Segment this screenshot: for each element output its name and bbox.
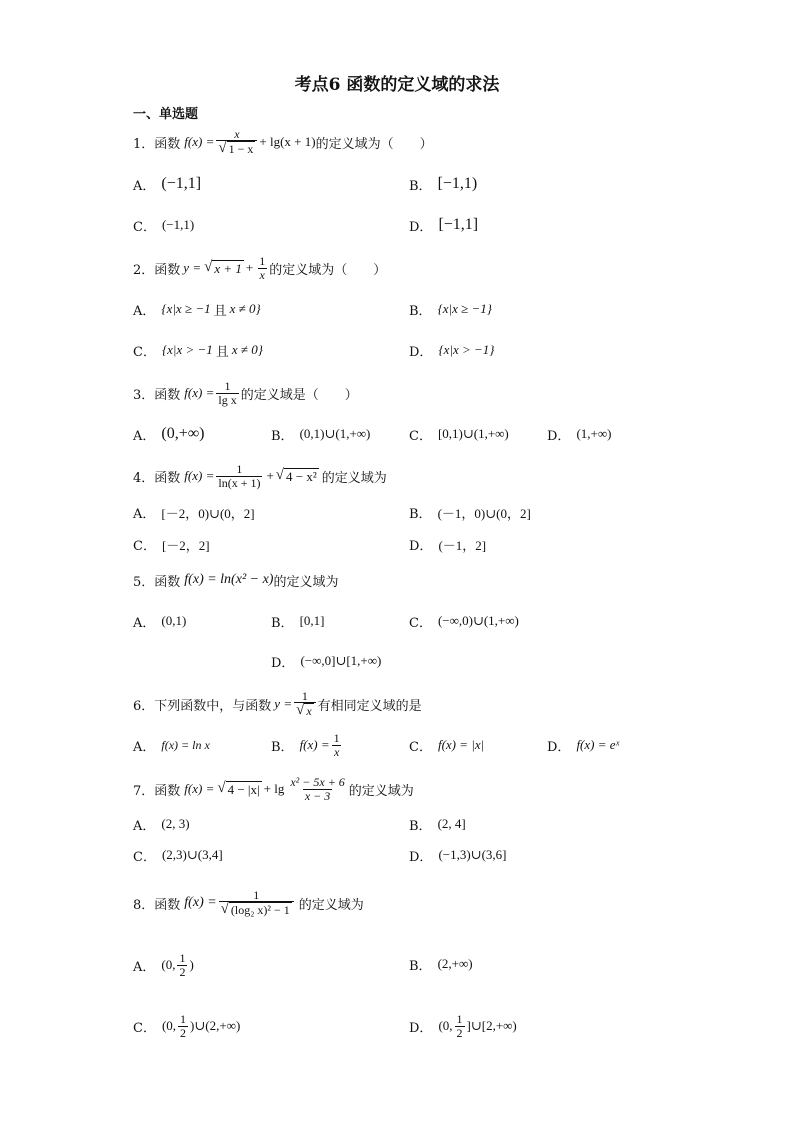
question-number: 2． xyxy=(133,262,155,278)
option-label: C． xyxy=(409,615,432,631)
fraction xyxy=(219,889,294,918)
fraction-numerator: x² − 5x + 6 xyxy=(290,774,345,789)
function-expr: f(x) = xyxy=(184,468,215,483)
option-value: x ≠ 0} xyxy=(231,342,263,357)
option-a[interactable] xyxy=(133,498,255,526)
square-root: √ x + 1 xyxy=(204,258,242,276)
option-label: A． xyxy=(133,303,156,319)
option-label: A． xyxy=(133,739,156,755)
option-label: B． xyxy=(409,958,432,974)
option-value: f(x) = xyxy=(299,737,330,752)
fraction xyxy=(216,463,262,489)
option-value: f(x) = |x| xyxy=(437,737,485,752)
option-value: x ≠ 0} xyxy=(229,301,261,316)
option-d[interactable] xyxy=(271,647,381,675)
option-value: (－1，0)∪(0，2] xyxy=(437,505,531,521)
option-c[interactable] xyxy=(133,841,223,869)
question-7 xyxy=(133,773,414,805)
fraction-numerator: 1 xyxy=(179,950,186,965)
option-value: )∪(2,+∞) xyxy=(190,1018,241,1033)
option-value: (−∞,0]∪[1,+∞) xyxy=(300,653,382,668)
option-label: C． xyxy=(133,849,156,865)
option-label: D． xyxy=(409,849,433,865)
function-expr: y = xyxy=(183,260,202,275)
option-value: [0,1] xyxy=(299,613,325,628)
question-text: 的定义域为 xyxy=(298,897,364,913)
question-text: 函数 xyxy=(154,136,181,152)
option-a[interactable] xyxy=(133,420,204,448)
question-text: 的定义域为（ ） xyxy=(315,136,433,152)
option-value: 且 xyxy=(215,344,229,360)
fraction-denominator: x − 3 xyxy=(304,788,331,803)
question-2 xyxy=(133,252,386,284)
function-expr: f(x) = xyxy=(184,895,217,910)
question-5 xyxy=(133,564,338,596)
option-label: D． xyxy=(409,538,433,554)
option-d[interactable] xyxy=(409,211,478,239)
option-label: A． xyxy=(133,428,156,444)
question-8 xyxy=(133,883,364,923)
question-text: 函数 xyxy=(154,262,181,278)
option-label: B． xyxy=(271,739,294,755)
fraction xyxy=(216,128,257,157)
option-c[interactable] xyxy=(133,1009,240,1043)
fraction-denominator: √ (log₂ x)² − 1 xyxy=(219,901,294,917)
option-d[interactable] xyxy=(409,1009,517,1043)
function-expr: y = xyxy=(274,696,293,711)
question-text: 有相同定义域的是 xyxy=(317,698,422,714)
option-label: B． xyxy=(271,615,294,631)
option-value: (2, 3) xyxy=(161,816,190,831)
option-value: [−1,1) xyxy=(437,175,478,192)
option-value: (0,1) xyxy=(161,613,187,628)
fraction xyxy=(178,1013,188,1039)
radicand: 4 − |x| xyxy=(227,781,260,797)
option-value: (2, 4] xyxy=(437,816,466,831)
option-b[interactable] xyxy=(409,498,531,526)
option-a[interactable] xyxy=(133,810,190,838)
fraction-numerator: 1 xyxy=(456,1011,463,1026)
option-value: (－1，2] xyxy=(438,537,487,553)
option-label: D． xyxy=(547,739,571,755)
option-value: (2,+∞) xyxy=(437,956,473,971)
question-text: 下列函数中，与函数 xyxy=(154,698,272,714)
option-value: {x|x > −1} xyxy=(438,342,495,357)
option-label: D． xyxy=(409,1020,433,1036)
option-label: D． xyxy=(547,428,571,444)
option-b[interactable] xyxy=(271,607,324,635)
option-label: C． xyxy=(133,1020,156,1036)
question-number: 6． xyxy=(133,698,155,714)
option-a[interactable] xyxy=(133,170,201,198)
question-text: 的定义域为 xyxy=(348,783,414,799)
radicand: (log₂ x)² − 1 xyxy=(230,903,290,918)
option-label: C． xyxy=(133,219,156,235)
fraction-denominator: lg x xyxy=(218,392,237,407)
option-d[interactable] xyxy=(547,731,619,759)
radicand: x xyxy=(306,704,312,719)
option-a[interactable] xyxy=(133,948,194,982)
option-value: (−∞,0)∪(1,+∞) xyxy=(437,613,519,628)
page-title: 考点6 函数的定义域的求法 xyxy=(294,75,500,95)
fraction-denominator: √ x xyxy=(294,702,316,718)
fraction-denominator: √ 1 − x xyxy=(216,140,257,156)
option-value: (2,3)∪(3,4] xyxy=(161,847,223,862)
question-number: 1． xyxy=(133,136,155,152)
option-label: D． xyxy=(409,219,433,235)
option-value: [−1,1] xyxy=(438,216,479,233)
option-value: (0, xyxy=(161,1018,177,1033)
question-number: 7． xyxy=(133,783,155,799)
question-text: 函数 xyxy=(154,574,181,590)
option-d[interactable] xyxy=(409,841,506,869)
question-text: 函数 xyxy=(154,783,181,799)
function-expr: f(x) = xyxy=(184,781,215,796)
option-b[interactable] xyxy=(271,420,370,448)
question-text: 的定义域是（ ） xyxy=(240,387,358,403)
option-value: (0,+∞) xyxy=(161,425,205,442)
question-6 xyxy=(133,688,422,720)
fraction-denominator: 2 xyxy=(456,1025,463,1040)
option-d[interactable] xyxy=(409,530,486,558)
option-label: C． xyxy=(409,739,432,755)
option-value: (0, xyxy=(161,957,176,972)
function-expr: + lg xyxy=(263,781,285,796)
option-label: C． xyxy=(409,428,432,444)
option-b[interactable] xyxy=(409,950,473,978)
option-label: A． xyxy=(133,178,156,194)
fraction-denominator: ln(x + 1) xyxy=(218,475,261,490)
option-label: A． xyxy=(133,818,156,834)
option-label: C． xyxy=(133,344,156,360)
option-label: B． xyxy=(409,178,432,194)
option-a[interactable] xyxy=(133,295,261,323)
option-b[interactable] xyxy=(409,170,477,198)
option-label: A． xyxy=(133,506,156,522)
option-value: [0,1)∪(1,+∞) xyxy=(437,426,509,441)
option-value: ]∪[2,+∞) xyxy=(466,1018,517,1033)
option-label: A． xyxy=(133,615,156,631)
option-label: D． xyxy=(409,344,433,360)
option-c[interactable] xyxy=(409,607,519,635)
fraction-numerator: 1 xyxy=(224,378,231,393)
question-text: 函数 xyxy=(154,897,181,913)
question-1 xyxy=(133,126,433,158)
question-text: 函数 xyxy=(154,470,181,486)
option-c[interactable] xyxy=(133,211,194,239)
option-label: B． xyxy=(409,303,432,319)
question-text: 的定义域为 xyxy=(321,470,387,486)
option-a[interactable] xyxy=(133,607,186,635)
question-number: 4． xyxy=(133,470,155,486)
fraction xyxy=(288,776,346,802)
fraction-denominator: 2 xyxy=(179,964,186,979)
section-heading: 一、单选题 xyxy=(133,107,199,122)
option-c[interactable] xyxy=(133,336,263,364)
fraction xyxy=(257,255,267,281)
fraction-numerator: 1 xyxy=(253,887,260,902)
option-value: [－2，0)∪(0，2] xyxy=(161,505,255,521)
option-label: D． xyxy=(271,655,295,671)
fraction xyxy=(177,952,187,978)
question-number: 8． xyxy=(133,897,155,913)
option-label: A． xyxy=(133,959,156,975)
option-value: (0,1)∪(1,+∞) xyxy=(299,426,371,441)
option-label: C． xyxy=(133,538,156,554)
fraction xyxy=(294,690,316,719)
option-b[interactable] xyxy=(409,810,466,838)
option-label: B． xyxy=(409,506,432,522)
fraction-denominator: 2 xyxy=(180,1025,187,1040)
option-label: B． xyxy=(271,428,294,444)
option-value: (−1,1) xyxy=(161,217,195,232)
question-text: 的定义域为 xyxy=(273,574,339,590)
fraction-numerator: 1 xyxy=(236,461,243,476)
fraction-numerator: 1 xyxy=(259,253,266,268)
option-value: {x|x ≥ −1} xyxy=(437,301,492,316)
radicand: 4 − x² xyxy=(286,468,317,484)
plus-sign: + xyxy=(266,468,274,483)
option-c[interactable] xyxy=(409,420,509,448)
option-value: (0, xyxy=(438,1018,453,1033)
function-expr: f(x) = xyxy=(184,385,215,400)
question-number: 3． xyxy=(133,387,155,403)
fraction-numerator: x xyxy=(234,126,240,141)
option-value: f(x) = ln x xyxy=(161,737,210,752)
question-text: 的定义域为（ ） xyxy=(269,262,387,278)
option-value: ) xyxy=(189,957,194,972)
question-3 xyxy=(133,377,358,409)
option-d[interactable] xyxy=(409,336,495,364)
square-root: √ 4 − x² xyxy=(275,466,317,484)
option-b[interactable] xyxy=(271,731,344,759)
plus-sign: + xyxy=(245,260,254,275)
option-value: (1,+∞) xyxy=(576,426,612,441)
fraction xyxy=(455,1013,465,1039)
question-number: 5． xyxy=(133,574,155,590)
option-d[interactable] xyxy=(547,420,611,448)
fraction xyxy=(332,732,342,758)
square-root: √ 4 − |x| xyxy=(217,779,260,797)
fraction-numerator: 1 xyxy=(333,730,340,745)
option-value: (−1,3)∪(3,6] xyxy=(438,847,507,862)
option-value: (−1,1] xyxy=(161,175,202,192)
option-a[interactable] xyxy=(133,731,210,759)
radicand: x + 1 xyxy=(214,260,242,276)
fraction-denominator: x xyxy=(333,744,340,759)
question-4 xyxy=(133,460,387,492)
fraction-numerator: 1 xyxy=(301,688,308,703)
radicand: 1 − x xyxy=(228,142,254,157)
option-label: B． xyxy=(409,818,432,834)
question-text: 函数 xyxy=(154,387,181,403)
option-value: [－2，2] xyxy=(161,537,210,553)
fraction xyxy=(216,380,238,406)
option-value: {x|x > −1 xyxy=(161,342,213,357)
option-value: {x|x ≥ −1 xyxy=(161,301,211,316)
option-c[interactable] xyxy=(133,530,210,558)
option-value: 且 xyxy=(213,303,227,319)
function-expr: f(x) = ln(x² − x) xyxy=(184,572,274,587)
function-expr: + lg(x + 1) xyxy=(259,134,316,149)
fraction-numerator: 1 xyxy=(180,1011,187,1026)
option-c[interactable] xyxy=(409,731,484,759)
option-value: f(x) = eˣ xyxy=(576,737,620,752)
option-b[interactable] xyxy=(409,295,492,323)
function-expr: f(x) = xyxy=(184,134,215,149)
fraction-denominator: x xyxy=(259,267,265,282)
